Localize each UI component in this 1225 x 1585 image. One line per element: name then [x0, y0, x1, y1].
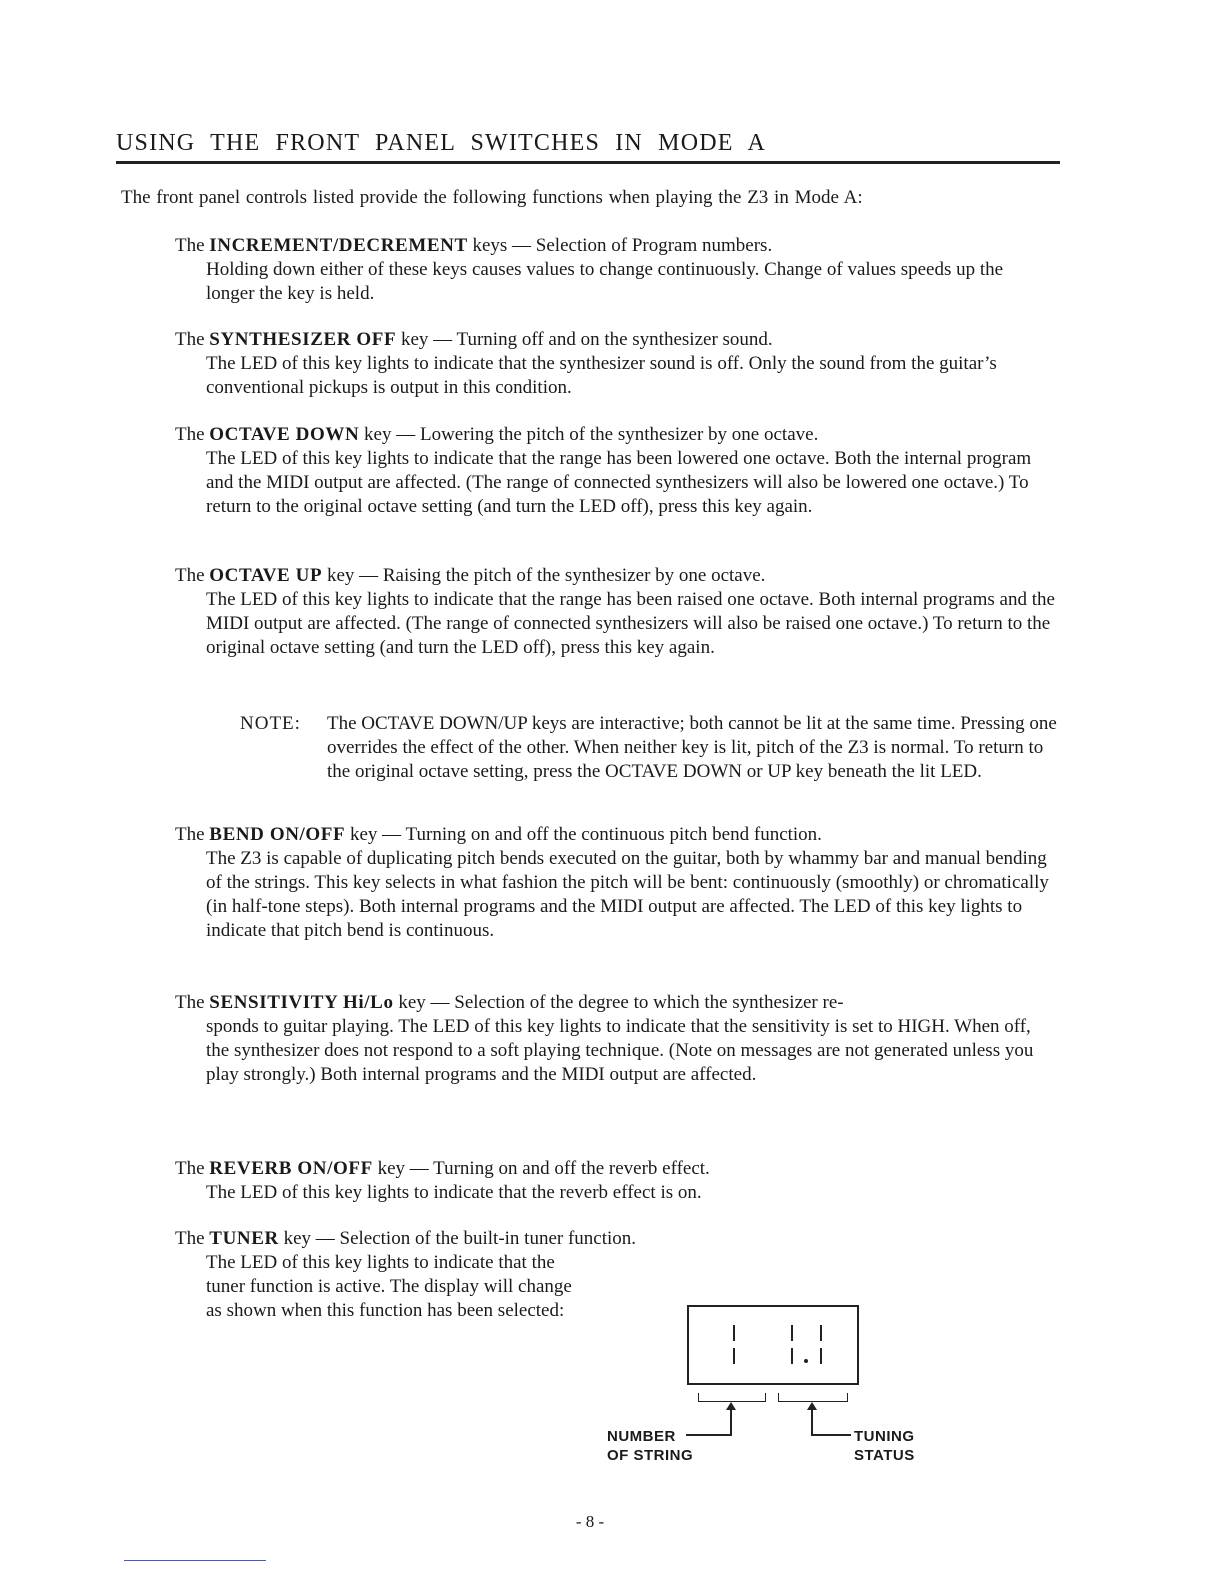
section-summary: key — Selection of the built-in tuner function.: [283, 1228, 637, 1249]
key-name: SENSITIVITY Hi/Lo: [209, 992, 394, 1013]
section-summary: key — Turning on and off the continuous pitch bend function.: [349, 824, 822, 845]
note-text: The OCTAVE DOWN/UP keys are interactive; both cannot be lit at the same time. Pressing one overrides the effect of the other. When neither key is lit, pitch of the Z3 is normal. To return to the original octave setting, press the OCTAVE DOWN or UP key beneath the lit LED.: [327, 713, 1057, 782]
section-synthesizer-off: [175, 328, 1055, 400]
section-prefix: The: [175, 1158, 205, 1179]
section-prefix: The: [175, 235, 205, 256]
section-sensitivity: [175, 991, 1055, 1087]
section-body: The LED of this key lights to indicate that the range has been raised one octave. Both internal programs and the MIDI output are affected. (The range of connected synthesizers will also be raised one octave.) To return to the original octave setting (and turn the LED off), press this key again.: [206, 589, 1055, 658]
section-increment-decrement: [175, 234, 1055, 306]
decimal-point: [804, 1359, 808, 1363]
number-of-string-label: NUMBER OF STRING: [607, 1428, 694, 1464]
section-lead: [175, 1227, 1055, 1251]
page-number: - 8 -: [575, 1512, 605, 1531]
section-body: Holding down either of these keys causes values to change continuously. Change of values speeds up the longer the key is held.: [206, 259, 1004, 304]
section-tuner: [175, 1227, 775, 1323]
section-body: The Z3 is capable of duplicating pitch bends executed on the guitar, both by whammy bar and manual bending of the strings. This key selects in what fashion the pitch will be bent: continuously (smoothly) or chromatically (in half-tone steps). Both internal programs and the MIDI output are affected. The LED of this key lights to indicate that pitch bend is continuous.: [206, 848, 1049, 941]
key-name: INCREMENT/DECREMENT: [209, 235, 468, 256]
key-name: SYNTHESIZER OFF: [209, 329, 397, 350]
tuning-status-label: TUNING STATUS: [854, 1428, 915, 1464]
key-name: OCTAVE UP: [209, 565, 323, 586]
section-body: The LED of this key lights to indicate that the tuner function is active. The display will change as shown when this function has been selected:: [206, 1252, 572, 1321]
key-name: TUNER: [209, 1228, 279, 1249]
intro-paragraph: The front panel controls listed provide the following functions when playing the Z3 in Mode A:: [121, 187, 863, 208]
section-body: The LED of this key lights to indicate that the range has been lowered one octave. Both the internal program and the MIDI output are affected. (The range of connected synthesizers will also be lowered one octave.) To return to the original octave setting (and turn the LED off), press this key again.: [206, 448, 1032, 517]
digit-segment: [820, 1348, 822, 1364]
string-bracket: [698, 1393, 766, 1402]
key-name: OCTAVE DOWN: [209, 424, 360, 445]
section-body: The LED of this key lights to indicate that the synthesizer sound is off. Only the sound from the guitar’s conventional pickups is output in this condition.: [206, 353, 997, 398]
section-lead: [175, 1157, 1055, 1181]
section-prefix: The: [175, 329, 205, 350]
status-bracket: [778, 1393, 848, 1402]
section-summary: key — Selection of the degree to which the synthesizer re-: [398, 992, 844, 1013]
section-body: The LED of this key lights to indicate that the reverb effect is on.: [206, 1182, 702, 1203]
section-bend-on-off: [175, 823, 1055, 943]
digit-segment: [791, 1348, 793, 1364]
section-lead: [175, 423, 1055, 447]
section-lead: [175, 823, 1055, 847]
section-summary: key — Raising the pitch of the synthesizer by one octave.: [326, 565, 766, 586]
key-name: BEND ON/OFF: [209, 824, 346, 845]
section-lead: [175, 991, 1055, 1015]
bottom-rule: [124, 1560, 266, 1561]
digit-segment: [791, 1325, 793, 1341]
section-reverb: [175, 1157, 1055, 1205]
section-summary: keys — Selection of Program numbers.: [472, 235, 773, 256]
section-octave-down: [175, 423, 1055, 519]
section-lead: [175, 564, 1055, 588]
status-arrow-leader: [811, 1434, 851, 1436]
section-summary: key — Turning off and on the synthesizer sound.: [400, 329, 773, 350]
up-arrow-icon: [726, 1402, 736, 1410]
section-octave-up: [175, 564, 1055, 660]
digit-segment: [733, 1348, 735, 1364]
section-lead: [175, 328, 1055, 352]
section-summary: key — Turning on and off the reverb effect.: [377, 1158, 710, 1179]
section-body: sponds to guitar playing. The LED of this key lights to indicate that the sensitivity is set to HIGH. When off, the synthesizer does not respond to a soft playing technique. (Note on messages are not generated unless you play strongly.) Both internal programs and the MIDI output are affected.: [206, 1016, 1034, 1085]
section-lead: [175, 234, 1055, 258]
key-name: REVERB ON/OFF: [209, 1158, 373, 1179]
section-prefix: The: [175, 565, 205, 586]
section-prefix: The: [175, 992, 205, 1013]
tuner-display-figure: [687, 1305, 859, 1385]
up-arrow-icon: [807, 1402, 817, 1410]
page-heading: USING THE FRONT PANEL SWITCHES IN MODE A: [116, 128, 1060, 164]
section-prefix: The: [175, 824, 205, 845]
note-label: NOTE:: [240, 713, 301, 734]
digit-segment: [820, 1325, 822, 1341]
section-prefix: The: [175, 1228, 205, 1249]
digit-segment: [733, 1325, 735, 1341]
section-prefix: The: [175, 424, 205, 445]
section-summary: key — Lowering the pitch of the synthesizer by one octave.: [364, 424, 819, 445]
